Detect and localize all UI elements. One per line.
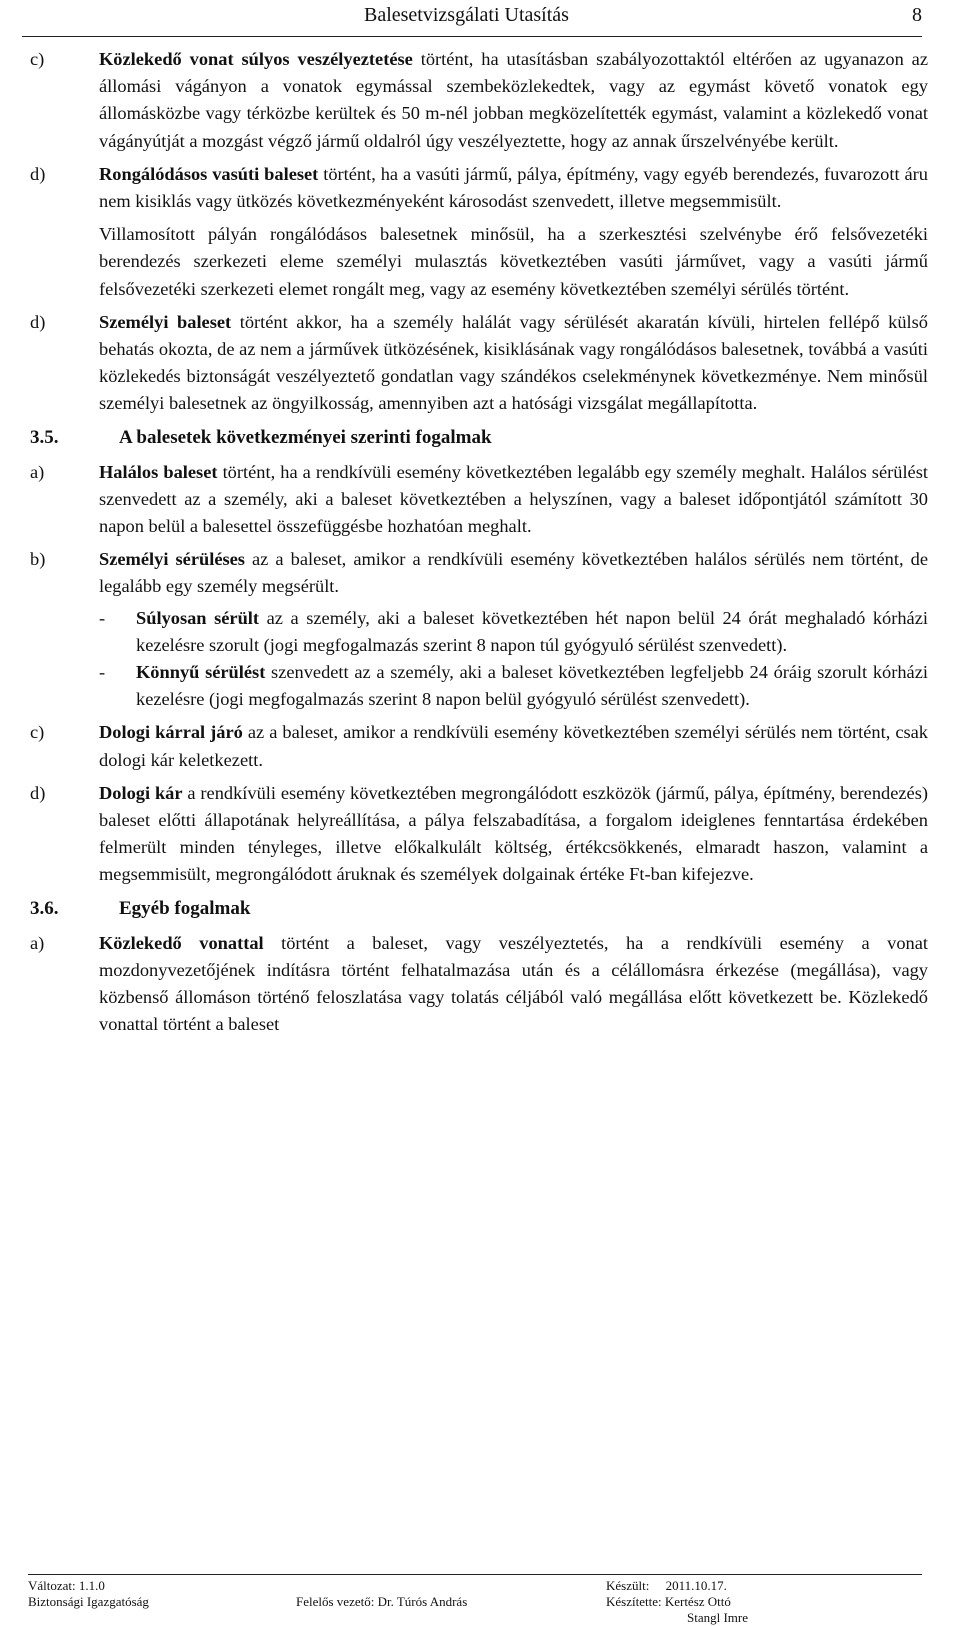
- definition-item: [30, 930, 928, 1039]
- dash-bullet: -: [99, 607, 106, 628]
- definition-text: a rendkívüli esemény következtében megrongálódott eszközök (jármű, pálya, építmény, berendezés) baleset előtti állapotának helyreállítása, a pálya felszabadítása, a forgalom ideiglenes fenntartása érdekében felmerült minden tényleges, illetve előkalkulált költség, értékcsökkenés, elmaradt haszon, valamint a megsemmisült, megrongálódott áruknak és személyek dolgainak értéke Ft-ban kifejezve.: [99, 782, 928, 885]
- section-number: 3.6.: [30, 897, 59, 919]
- author-text: Készítette: Kertész Ottó: [606, 1594, 731, 1609]
- page-footer: [28, 1574, 922, 1625]
- footer-left: [28, 1578, 149, 1610]
- term: Közlekedő vonattal: [99, 932, 264, 953]
- item-label: c): [30, 49, 45, 69]
- paragraph: Villamosított pályán rongálódásos balesetnek minősül, ha a szerkesztési szelvénybe érő felsővezetéki berendezés szerkezeti eleme személyi mulasztás következtében vasúti járművet, vagy a vasúti jármű felsővezetéki szerkezeti elemet rongált meg, vagy az esemény következtében személyi sérülés történt.: [99, 224, 928, 299]
- definition-text: az a személy, aki a baleset következtében hét napon belül 24 órát meghaladó kórházi kezelésre szorult (jogi megfogalmazás szerint 8 napon túl gyógyuló sérülést szenvedett).: [136, 607, 928, 655]
- document-body: [30, 46, 928, 1045]
- sub-item: [30, 605, 928, 659]
- section-title: Egyéb fogalmak: [119, 897, 251, 919]
- page-header: [22, 4, 922, 37]
- term: Személyi sérüléses: [99, 549, 245, 570]
- item-label: a): [30, 932, 45, 953]
- definition-text: történt, ha utasításban szabályozottaktól eltérően az ugyanazon az állomási vágányon a vonatok egymással szembeközlekedtek, vagy az egymást követő vonatok egy állomásközbe vagy térközbe kerültek és 50 m-nél jobban megközelítették egymást, valamint a közlekedő vonat vágányútját a mozgást végző jármű oldalról úgy veszélyeztette, hogy az annak űrszelvényébe került.: [99, 49, 928, 151]
- definition-item: [30, 309, 928, 418]
- section-number: 3.5.: [30, 426, 59, 448]
- item-label: a): [30, 461, 45, 482]
- created-date-text: Készült: 2011.10.17.: [606, 1578, 727, 1593]
- item-label: d): [30, 782, 46, 803]
- definition-text: szenvedett az a személy, aki a baleset következtében legfeljebb 24 óráig szorult kórházi kezelésre (jogi megfogalmazás szerint 8 napon belül gyógyuló sérülést szenvedett).: [136, 662, 928, 710]
- term: Könnyű sérülést: [136, 662, 266, 683]
- item-label: d): [30, 311, 46, 332]
- definition-item: [30, 546, 928, 600]
- definition-item: [30, 719, 928, 773]
- term: Személyi baleset: [99, 311, 232, 332]
- version-text: Változat: 1.1.0: [28, 1578, 105, 1593]
- term: Rongálódásos vasúti baleset: [99, 163, 319, 184]
- definition-text: történt, ha a vasúti jármű, pálya, építmény, vagy egyéb berendezés, fuvarozott áru nem kisiklás vagy ütközés következményeként károsodást szenvedett, illetve megsemmisült.: [99, 163, 928, 212]
- page-number: 8: [912, 4, 922, 26]
- definition-item: [30, 459, 928, 541]
- item-label: b): [30, 549, 46, 570]
- item-label: c): [30, 722, 45, 743]
- definition-item: [30, 780, 928, 889]
- sub-item: [30, 659, 928, 713]
- responsible-text: Felelős vezető: Dr. Túrós András: [296, 1594, 468, 1609]
- definition-text: történt a baleset, vagy veszélyeztetés, ha a rendkívüli esemény a vonat mozdonyvezetőjének indításra történt felhatalmazása után és a célállomásra érkezése (megállása), vagy közbenső állomáson történő feloszlatása vagy tolatás céljából való megállása előtt következett be. Közlekedő vonattal történt a baleset: [99, 932, 928, 1035]
- author-text: Stangl Imre: [687, 1610, 749, 1625]
- section-heading: [30, 424, 928, 451]
- section-heading: [30, 895, 928, 922]
- definition-text: az a baleset, amikor a rendkívüli esemény következtében személyi sérülés nem történt, csak dologi kár keletkezett.: [99, 722, 928, 770]
- definition-text: az a baleset, amikor a rendkívüli esemény következtében halálos sérülés nem történt, de legalább egy személy megsérült.: [99, 549, 928, 597]
- term: Halálos baleset: [99, 461, 218, 482]
- definition-item: [30, 161, 928, 215]
- item-label: d): [30, 163, 46, 184]
- term: Dologi kár: [99, 782, 183, 803]
- definition-text: történt akkor, ha a személy halálát vagy sérülését akaratán kívüli, hirtelen fellépő külső behatás okozta, de az nem a járművek ütközésének, kisiklásának vagy rongálódásos balesetnek, továbbá a vasúti közlekedés biztonságát veszélyeztető gondatlan vagy szándékos cselekménynek következménye. Nem minősül személyi balesetnek az öngyilkosság, amennyiben azt a hatósági vizsgálat megállapította.: [99, 311, 928, 414]
- section-title: A balesetek következményei szerinti fogalmak: [119, 426, 492, 448]
- definition-item: [30, 46, 928, 155]
- department-text: Biztonsági Igazgatóság: [28, 1594, 149, 1609]
- term: Közlekedő vonat súlyos veszélyeztetése: [99, 49, 413, 69]
- document-title: Balesetvizsgálati Utasítás: [364, 4, 569, 26]
- footer-right: [606, 1578, 748, 1626]
- term: Súlyosan sérült: [136, 607, 260, 628]
- definition-text: történt, ha a rendkívüli esemény következtében legalább egy személy meghalt. Halálos sérülést szenvedett az a személy, aki a baleset következtében a helyszínen, vagy a baleset időpontjától számított 30 napon belül a balesettel összefüggésbe hozhatóan meghalt.: [99, 461, 928, 537]
- term: Dologi kárral járó: [99, 722, 243, 743]
- dash-bullet: -: [99, 662, 106, 683]
